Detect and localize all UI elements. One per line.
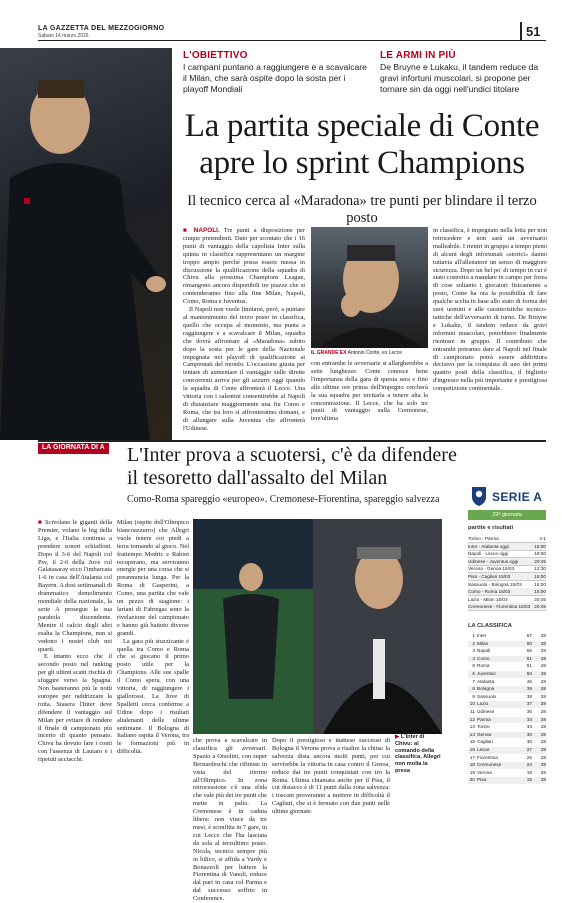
matches-heading: partite e risultati	[468, 525, 514, 531]
match-result: 20:45	[534, 604, 546, 610]
page-number: 51	[526, 24, 541, 39]
second-column-1-text-2: E intanto ecco che il secondo posto nel ranking per gli ultimi scatti rischia di sfuggire verso la Spagna. Non basteranno più le notti europee per raddrizzare la rotta. Stasera l'Inter deve difendere il vantaggio sul Milan per evitare di rendere il finale di campionato più incerto di quanto pensato. Chivu ha dovuto fare i conti con l'assenza di Lautaro e i ripetuti acciacchi.	[38, 653, 112, 764]
serie-a-title: SERIE A	[492, 490, 543, 504]
main-headline-line-1: La partita speciale di Conte	[184, 108, 540, 144]
standings-row	[468, 755, 546, 762]
standings-points: 51	[526, 663, 532, 669]
standings-position: 8	[472, 686, 475, 692]
standings-row	[468, 686, 546, 693]
standings-games: 28	[540, 648, 546, 654]
standings-position: 17	[469, 754, 475, 760]
standings-points: 39	[526, 686, 532, 692]
standings-row	[468, 709, 546, 716]
match-result: 4-1	[539, 536, 546, 541]
standings-points: 37	[526, 701, 532, 707]
second-article-column-4: Dopo il prestigioso e inatteso successo di Bologna il Verona prova a risalire la china: la salvezza dista ancora molti punti, per cui servirebbe la vittoria in casa contro il Genoa, reduce dai tre punti conquistati con tro la Roma. Ultima chiamata anche per il Pisa, il cui distacco è di 11 punti dalla zona salvezza: i toscani proveranno a mettere in difficoltà il Cagliari, che si è fermato con due punti nelle ultime giornate.	[272, 737, 390, 816]
newspaper-name: LA GAZZETTA DEL MEZZOGIORNO	[38, 25, 165, 32]
column-1-text-2: Il Napoli non vuole limitarsi, però, a puntare al mantenimento del terzo posto in classifica, quello che occupa al momento, ma punta a raggiungere e a scavalcare il Milan, squadra che dovrà affrontare al «Maradona» subito dopo la sosta per le gare della Nazionale impegnata nei playoff di qualificazione ai Campionati del mondo. L'occasione giusta per tentare di aumentare il vantaggio sulle dirette concorrenti arriva per gli azzurri oggi quando la squadra di Conte affronterà il Lecce. Una vittoria con i salentini consentirebbe al Napoli di distanziare maggiormente una fra Como e Roma, che tra loro si affronteranno domani, e di allungare sulla Juventus che affronterà l'Udinese.	[183, 306, 305, 432]
standings-points: 30	[526, 731, 532, 737]
standings-row	[468, 671, 546, 678]
standings-points: 50	[526, 671, 532, 676]
standings-games: 28	[540, 701, 546, 707]
section-tag: LA GIORNATA DI A	[38, 443, 109, 454]
standings-team: Milan	[477, 640, 489, 646]
main-article-column-3: in classifica, è impegnato nella lotta per non retrocedere e non sarà un avversario malleabile. I rientri in gruppo a tempo pieno di alcuni degli infortunati «storici» danno tuttavia all'allenatore un senso di maggiore sicurezza. Dopo un bel po' di tempo in cui è stato costretto a mandare in campo per forza di cose soltanto i giocatori fisicamente a posto, Conte ha ora la possibilità di fare qualche scelta in base allo stato di forma dei suoi uomini e alle caratteristiche tecnico-tattiche dell'avversario di turno. De Bruyne e Lukaku, il tandem reduce da gravi infortuni muscolari, potrebbero finalmente rientrare in gruppo. Il contributo che entrambi potranno dare al Napoli nel finale di campionato potrà essere addirittura decisivo per la conquista di uno dei primi quattro posti della classifica, il biglietto d'ingresso nella più importante e prestigiosa competizione continentale.	[433, 227, 547, 393]
second-article-column-1	[38, 519, 112, 827]
main-subheadline: Il tecnico cerca al «Maradona» tre punti per blindare il terzo posto	[187, 193, 537, 226]
round-label: 29ª giornata	[468, 510, 546, 520]
dateline: ■ NAPOLI.	[183, 227, 220, 234]
closeup-caption	[311, 350, 402, 356]
standings-row	[468, 717, 546, 724]
standings-team: Pisa	[477, 777, 487, 783]
match-teams: Lazio - Milan 15/03	[468, 596, 508, 602]
standings-games: 28	[540, 678, 546, 684]
match-teams: Inter - Atalanta oggi	[468, 543, 509, 549]
standings-points: 25	[526, 754, 532, 760]
match-result: 12:30	[534, 566, 546, 572]
match-teams: Como - Roma 15/03	[468, 589, 511, 595]
standings-points: 33	[526, 724, 532, 730]
standings-points: 67	[526, 633, 532, 638]
standings-team: Parma	[477, 716, 491, 722]
standings-row	[468, 701, 546, 708]
standings-position: 5	[472, 663, 475, 669]
kicker-right-text: De Bruyne e Lukaku, il tandem reduce da gravi infortuni muscolari, si propone per tornare sin da oggi nell'undici titolare	[380, 62, 539, 94]
standings-position: 16	[469, 747, 475, 752]
section-rule	[38, 440, 546, 442]
second-lead-marker	[38, 519, 45, 526]
standings-team: Atalanta	[477, 678, 495, 684]
standings-team: Lecce	[477, 747, 490, 752]
match-row	[468, 603, 546, 611]
second-headline-line-2: il tesoretto dall'assalto del Milan	[127, 467, 388, 489]
standings-row	[468, 663, 546, 670]
match-result: 18:00	[534, 551, 546, 557]
standings-games: 28	[540, 747, 546, 752]
standings-row	[468, 732, 546, 739]
standings-games: 28	[540, 655, 546, 661]
kicker-right-label: LE ARMI IN PIÙ	[380, 50, 456, 61]
standings-position: 3	[472, 648, 475, 654]
standings-position: 7	[472, 678, 475, 684]
standings-games: 28	[540, 769, 546, 775]
match-result: 20:45	[534, 596, 546, 602]
standings-games: 28	[540, 663, 546, 669]
match-teams: Pisa - Cagliari 15/03	[468, 574, 511, 579]
standings-row	[468, 641, 546, 648]
second-column-1-text: Scivolano le giganti della Premier, volano le big della Liga, e l'Italia continua a prendere sonori schiaffoni. Dopo il 3-6 del Napoli col Psv, il 2-6 della Juve col Galatasaray ecco l'imbarcata 1-6 in casa dell'Atalanta col Bayern. A dosi settimanali di drammatico demolimento mondiale della nazionale, la serie A prosegue la sua parabola discendente. Mentre il calcio degli altri esalta la Champions, non si vedono i nostri club nei quarti.	[38, 519, 113, 653]
standings-points: 34	[526, 716, 532, 722]
standings-points: 18	[526, 769, 532, 775]
conte-closeup-photo	[311, 227, 428, 348]
standings-team: Inter	[477, 633, 487, 638]
standings-row	[468, 694, 546, 701]
inter-milan-coaches-photo	[193, 519, 442, 734]
caption-arrow-icon: ▶	[395, 734, 400, 740]
standings-row	[468, 770, 546, 777]
standings-team: Torino	[477, 724, 490, 730]
caption-text: Antonio Conte, ex Lecce	[347, 350, 403, 356]
coach-figure-illustration	[0, 48, 172, 440]
header-divider	[520, 22, 522, 40]
standings-games: 28	[540, 633, 546, 638]
second-headline-line-1: L'Inter prova a scuotersi, c'è da difendere	[127, 444, 457, 466]
standings-position: 13	[469, 724, 475, 730]
standings-points: 60	[526, 640, 532, 646]
kicker-left-text: I campani puntano a raggiungere e a scavalcare il Milan, che sarà ospite dopo la sosta per i playoff Mondiali	[183, 62, 367, 94]
standings-heading: LA CLASSIFICA	[468, 623, 512, 629]
kicker-left-label: L'OBIETTIVO	[183, 50, 248, 61]
match-teams: Napoli - Lecce oggi	[468, 551, 509, 557]
standings-position: 4	[472, 655, 475, 661]
match-teams: Udinese - Juventus oggi	[468, 558, 519, 564]
standings-games: 28	[540, 716, 546, 722]
standings-points: 27	[526, 747, 532, 752]
header-rule	[38, 40, 546, 41]
standings-position: 12	[469, 716, 475, 722]
standings-position: 10	[469, 701, 475, 707]
standings-team: Genoa	[477, 731, 492, 737]
second-article-column-3: che prova a scavalcare in classifica gli avversari. Spazio a Orsolini, con super Bernardeschi che rifiniste in vista del ritorno all'Olimpico. In zona retrocessione c'è una sfida che vale più dei tre punti che mette in palio. La Cremonese è in caduta libera: non vince da tre mesi, è sconfitta in 7 gare, in cui Lecce che l'ha lasciata da sola al terzultimo posto. Nicola, tecnico sempre più in bilico, si affida a Vardy e Bonazzoli per battere la Fiorentina di Vanoli, reduce dal pari in casa col Parma e dal successo soffrto in Conference.	[193, 737, 267, 903]
match-result: 15:00	[534, 543, 546, 549]
match-result: 15:00	[534, 574, 546, 579]
standings-row	[468, 777, 546, 784]
standings-points: 56	[526, 648, 532, 654]
standings-points: 51	[526, 655, 532, 661]
standings-row	[468, 656, 546, 663]
standings-team: Sassuolo	[477, 693, 497, 699]
standings-games: 28	[540, 754, 546, 760]
standings-team: Roma	[477, 663, 490, 669]
standings-row	[468, 648, 546, 655]
standings-points: 30	[526, 739, 532, 745]
standings-games: 28	[540, 693, 546, 699]
serie-a-shield-icon	[468, 485, 490, 507]
match-teams: Sassuolo - Bologna 15/03	[468, 581, 522, 587]
closeup-figure-illustration	[311, 227, 428, 348]
standings-team: Fiorentina	[477, 754, 498, 760]
standings-team: Cremonese	[477, 762, 502, 768]
standings-row	[468, 739, 546, 746]
conte-photo	[0, 48, 172, 440]
standings-team: Cagliari	[477, 739, 493, 745]
standings-row	[468, 762, 546, 769]
serie-a-logo	[468, 485, 546, 507]
standings-games: 28	[540, 686, 546, 692]
standings-position: 9	[472, 693, 475, 699]
match-result: 18:00	[534, 589, 546, 595]
match-result: 15:00	[534, 581, 546, 587]
match-teams: Verona - Genoa 15/03	[468, 566, 515, 572]
standings-position: 2	[472, 640, 475, 646]
coaches-caption	[395, 734, 443, 775]
coaches-illustration	[193, 519, 442, 734]
second-subheadline: Como-Roma spareggio «europeo». Cremonese-Fiorentina, spareggio salvezza	[127, 494, 440, 505]
standings-points: 15	[526, 777, 532, 783]
standings-games: 28	[540, 762, 546, 768]
standings-position: 18	[469, 762, 475, 768]
standings-position: 19	[469, 769, 475, 775]
standings-team: Bologna	[477, 686, 495, 692]
standings-team: Lazio	[477, 701, 489, 707]
issue-date: Sabato 14 marzo 2026	[38, 33, 89, 39]
standings-team: Verona	[477, 769, 492, 775]
match-teams: Torino - Parma	[468, 536, 499, 541]
serie-a-box	[468, 485, 546, 825]
standings-games: 28	[540, 640, 546, 646]
match-result: 20:45	[534, 558, 546, 564]
standings-position: 14	[469, 731, 475, 737]
standings-position: 15	[469, 739, 475, 745]
standings-position: 6	[472, 671, 475, 676]
standings-row	[468, 679, 546, 686]
standings-position: 11	[470, 709, 475, 714]
second-column-2-text: Milan (ospite dell'Olimpico biancoazzurro) che Allegri vuole tenere coi piedi a terra tornando al gioco. Nel frattempo Modric e Rabiot recuperano, ma serviranno energie per una corsa che si preannuncia lunga. Per la Roma di Gasperini, a Como, una partita che vale un pezzo di stagione: i lariani di Fabregas sono la rivelazione del campionato e hanno già battuto diverse grandi.	[117, 519, 189, 637]
standings-row	[468, 724, 546, 731]
standings-team: Napoli	[477, 648, 491, 654]
standings-position: 20	[469, 777, 475, 783]
standings-games: 28	[540, 724, 546, 730]
standings-games: 28	[540, 709, 546, 714]
second-column-2-text-2: La gara più stuzzicante è quella tra Como e Roma che si giocano il primo posto utile per la Champions. Alle sue spalle il Como spera, con una vittoria, di raggiungere i giallorossi. La Juve di Spalletti cerca conferme a Udine dopo i risultati altalenanti delle ultime settimane. Il Bologna di Italiano ospita il Verona, tra le formazioni più in difficoltà.	[117, 637, 189, 756]
standings-position: 1	[472, 633, 475, 638]
standings-points: 46	[526, 678, 532, 684]
standings-points: 36	[526, 709, 532, 714]
main-article-column-1	[183, 227, 305, 437]
standings-row	[468, 747, 546, 754]
main-headline-line-2: apre lo sprint Champions	[199, 145, 525, 181]
standings-team: Juventus	[477, 671, 496, 676]
main-article-column-2: con entrambe le avversarie si allargherebbe a sette lunghezze. Conte conosce bene l'importanza della gara di questa sera e fino alle ultime ore prima dell'impegno cercherà la sua squadra per invitarla a tenere alta la concentrazione. Il Lecce, che ha solo tre punti di vantaggio sulla Cremonese, terz'ultima	[311, 360, 428, 423]
coaches-caption-text: L'Inter di Chivu: al comando della classifica. Allegri non molla la presa	[395, 734, 441, 774]
match-teams: Cremonese - Fiorentina 16/03	[468, 604, 531, 610]
column-1-text: Tre punti a disposizione per cinque pretendenti. Dato per scontato che i 16 punti di vantaggio della capolista Inter sulla quinta in classifica rappresentano un margine troppo ampio perché possa essere messa in discussione la qualificazione della squadra di Chivu alla prossima Champions League, rimangono ancora disponibili tre piazze che si contenderanno fino alla fine Milan, Napoli, Como, Roma e Juventus.	[183, 227, 305, 306]
standings-points: 38	[526, 693, 532, 699]
second-article-column-2	[117, 519, 189, 827]
standings-games: 28	[540, 777, 546, 783]
standings-games: 28	[540, 739, 546, 745]
standings-games: 28	[540, 731, 546, 737]
standings-team: Udinese	[477, 709, 495, 714]
standings-team: Como	[477, 655, 490, 661]
standings-row	[468, 633, 546, 640]
standings-points: 24	[526, 762, 532, 768]
caption-label: IL GRANDE EX	[311, 350, 347, 356]
standings-games: 28	[540, 671, 546, 676]
